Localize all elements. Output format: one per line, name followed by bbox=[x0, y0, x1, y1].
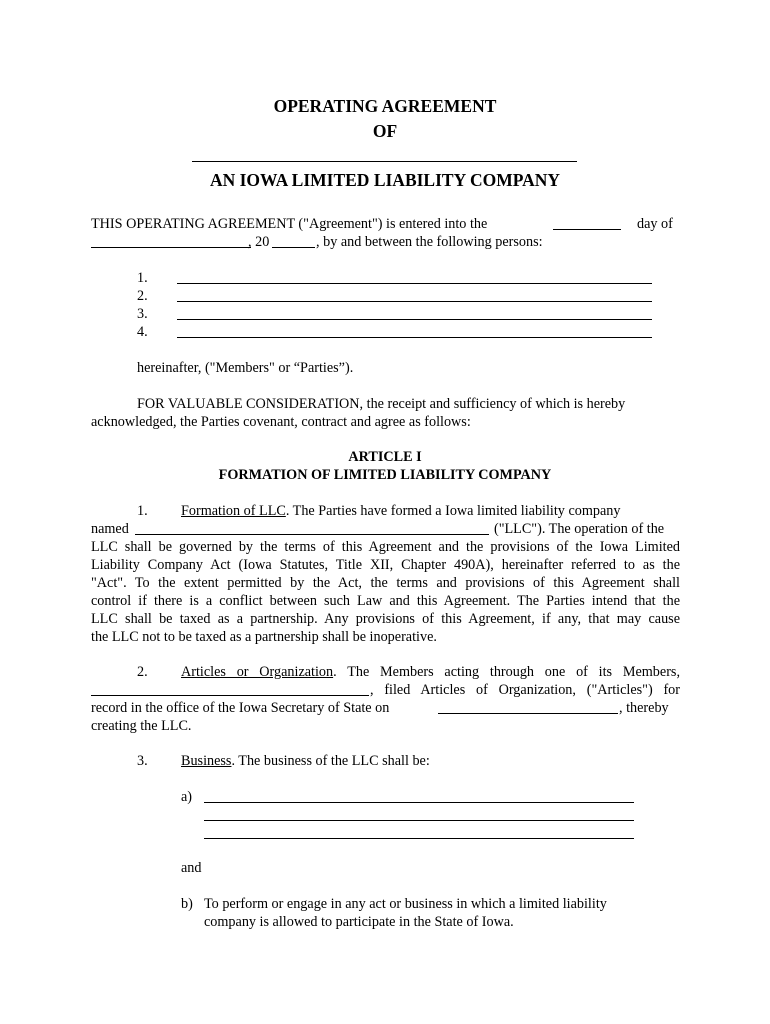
consideration-line1: FOR VALUABLE CONSIDERATION, the receipt and sufficiency of which is hereby bbox=[137, 396, 626, 412]
document-title: OPERATING AGREEMENT bbox=[273, 96, 497, 116]
person-3-blank[interactable] bbox=[177, 319, 652, 320]
company-name-blank[interactable] bbox=[192, 161, 577, 162]
section-1-body-line: LLC shall be taxed as a partnership. Any provisions of this Agreement, if any, that may cause bbox=[91, 611, 680, 627]
article-title: FORMATION OF LIMITED LIABILITY COMPANY bbox=[218, 467, 552, 483]
section-2-number: 2. bbox=[137, 664, 148, 680]
person-2-blank[interactable] bbox=[177, 301, 652, 302]
section-3-first-line bbox=[181, 753, 430, 770]
person-number: 1. bbox=[137, 270, 148, 286]
business-item-b-line2: company is allowed to participate in the State of Iowa. bbox=[204, 914, 514, 930]
business-purpose-blank-1[interactable] bbox=[204, 802, 634, 803]
section-2-heading: Articles or Organization bbox=[181, 664, 334, 680]
section-1-heading: Formation of LLC bbox=[181, 503, 286, 519]
section-1-number: 1. bbox=[137, 503, 148, 519]
section-3-text: . The business of the LLC shall be: bbox=[231, 753, 430, 769]
intro-line2: , by and between the following persons: bbox=[316, 234, 543, 250]
hereinafter-text: hereinafter, ("Members" or “Parties”). bbox=[137, 360, 354, 376]
section-2-line1: . The Members acting through one of its Members, bbox=[333, 664, 680, 680]
section-2-line2: , filed Articles of Organization, ("Articles") for bbox=[370, 682, 680, 698]
section-2-line4: creating the LLC. bbox=[91, 718, 192, 734]
section-3-number: 3. bbox=[137, 753, 148, 769]
person-1-blank[interactable] bbox=[177, 283, 652, 284]
day-blank[interactable] bbox=[553, 229, 621, 230]
person-number: 4. bbox=[137, 324, 148, 340]
business-item-a-label: a) bbox=[181, 789, 193, 805]
and-text: and bbox=[181, 860, 202, 876]
llc-name-blank[interactable] bbox=[135, 534, 489, 535]
section-2-line3: record in the office of the Iowa Secretary of State on bbox=[91, 700, 390, 716]
member-name-blank[interactable] bbox=[91, 695, 369, 696]
person-number: 3. bbox=[137, 306, 148, 322]
person-4-blank[interactable] bbox=[177, 337, 652, 338]
section-1-body-line: control if there is a conflict between such Law and this Agreement. The Parties intend that the bbox=[91, 593, 680, 609]
section-1-line1: . The Parties have formed a Iowa limited liability company bbox=[285, 503, 621, 519]
document-subtitle: AN IOWA LIMITED LIABILITY COMPANY bbox=[209, 170, 561, 190]
intro-line1: THIS OPERATING AGREEMENT ("Agreement") is entered into the bbox=[91, 216, 488, 232]
section-2-first-line bbox=[181, 664, 680, 681]
section-2-thereby: , thereby bbox=[619, 700, 669, 716]
business-purpose-blank-2[interactable] bbox=[204, 820, 634, 821]
section-1-last-line: the LLC not to be taxed as a partnership shall be inoperative. bbox=[91, 629, 437, 645]
filing-date-blank[interactable] bbox=[438, 713, 618, 714]
business-item-b-label: b) bbox=[181, 896, 193, 912]
month-blank[interactable] bbox=[91, 247, 251, 248]
person-number: 2. bbox=[137, 288, 148, 304]
consideration-line2: acknowledged, the Parties covenant, contract and agree as follows: bbox=[91, 414, 471, 430]
intro-year-prefix: , 20 bbox=[248, 234, 270, 250]
section-1-body-line: "Act". To the extent permitted by the Act, the terms and provisions of this Agreement shall bbox=[91, 575, 680, 591]
business-item-b-line1: To perform or engage in any act or business in which a limited liability bbox=[204, 896, 607, 912]
section-3-heading: Business bbox=[181, 753, 232, 769]
section-1-llc-text: ("LLC"). The operation of the bbox=[494, 521, 665, 537]
business-purpose-blank-3[interactable] bbox=[204, 838, 634, 839]
section-1-body-line: LLC shall be governed by the terms of this Agreement and the provisions of the Iowa Limited bbox=[91, 539, 680, 555]
section-1-body-line: Liability Company Act (Iowa Statutes, Title XII, Chapter 490A), hereinafter referred to as the bbox=[91, 557, 680, 573]
document-title-of: OF bbox=[372, 121, 398, 141]
year-blank[interactable] bbox=[272, 247, 315, 248]
intro-day-of: day of bbox=[637, 216, 673, 232]
article-number: ARTICLE I bbox=[348, 449, 422, 465]
section-1-named: named bbox=[91, 521, 129, 537]
section-1-first-line bbox=[181, 503, 680, 520]
